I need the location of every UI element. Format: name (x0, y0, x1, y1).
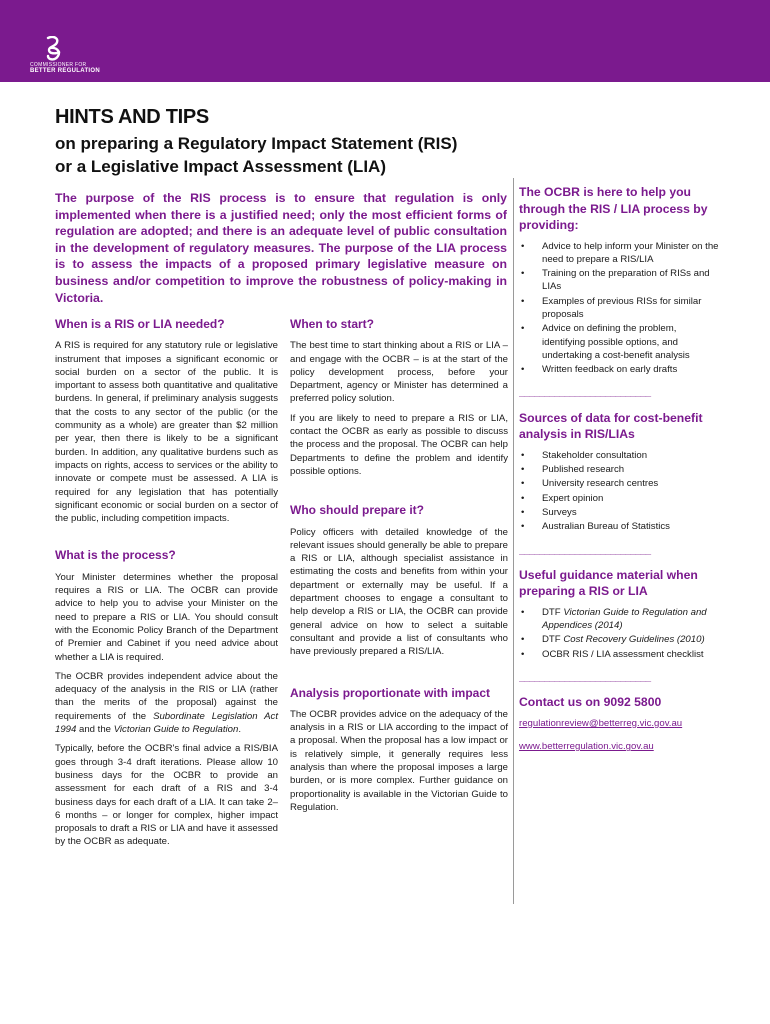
process-paragraph-1: Your Minister determines whether the proposal requires a RIS or LIA. The OCBR can provide advice to help you to advise your Minister on the need to prepare a RIS or LIA. You should consult with the Economic Policy Branch of the Department of Premier and Cabinet if you need advice about whether a LIA is required. (55, 571, 278, 663)
list-item: • University research centres (519, 477, 719, 490)
middle-column (290, 318, 508, 820)
column-divider (513, 178, 514, 904)
process-heading: What is the process? (55, 548, 176, 563)
section-rule: __________________________ (519, 672, 651, 684)
help-heading: The OCBR is here to help you through the RIS / LIA process by providing: (519, 185, 708, 232)
intro-paragraph: The purpose of the RIS process is to ensure that regulation is only implemented when there is a justified need; only the most efficient forms of regulation are adopted; and there is an adequate level of public consultation in the development of regulatory measures. The purpose of the LIA process is to assess the impacts of a proposed primary legislative measure on business and/or competition to improve the robustness of policy-making in Victoria. (55, 191, 507, 305)
list-item: • Stakeholder consultation (519, 449, 719, 462)
subtitle-line-2: or a Legislative Impact Assessment (LIA) (55, 157, 386, 176)
when-start-heading: When to start? (290, 317, 374, 331)
list-item: • Australian Bureau of Statistics (519, 520, 719, 533)
list-item: • Advice to help inform your Minister on the need to prepare a RIS/LIA (519, 240, 719, 267)
list-item: • Training on the preparation of RISs and LIAs (519, 267, 719, 294)
analysis-body: The OCBR provides advice on the adequacy of the analysis in a RIS or LIA according to the impact of a proposal. When the proposal has a low impact or is relatively simple, it generally requires less analysis than where the proposal imposes a large burden, or is more complex. Further guidance on proportionality is available in the Victorian Guide to Regulation. (290, 708, 508, 813)
sources-list (519, 449, 719, 534)
list-item: • Surveys (519, 506, 719, 519)
list-item: • DTF Victorian Guide to Regulation and Appendices (2014) (519, 606, 719, 633)
page-title: HINTS AND TIPS (55, 106, 209, 128)
website-link[interactable]: www.betterregulation.vic.gov.au (519, 741, 654, 753)
list-item: • Examples of previous RISs for similar proposals (519, 295, 719, 322)
when-needed-heading: When is a RIS or LIA needed? (55, 317, 225, 331)
section-rule: __________________________ (519, 387, 651, 399)
contact-heading: Contact us on 9092 5800 (519, 695, 662, 710)
header-banner (0, 0, 770, 82)
when-start-paragraph-2: If you are likely to need to prepare a RIS or LIA, contact the OCBR as early as possible to discuss the process and the proposal. The OCBR can help Departments to define the problem and identify possible options. (290, 412, 508, 477)
sources-heading: Sources of data for cost-benefit analysis in RIS/LIAs (519, 410, 703, 442)
section-rule: __________________________ (519, 544, 651, 556)
list-item: • DTF Cost Recovery Guidelines (2010) (519, 633, 719, 646)
email-link[interactable]: regulationreview@betterreg.vic.gov.au (519, 717, 683, 729)
analysis-heading: Analysis proportionate with impact (290, 685, 491, 700)
who-body: Policy officers with detailed knowledge of the relevant issues should generally be able to prepare a RIS or LIA, although specialist assistance in estimating the costs and benefits from within your department or externally may be useful. If a department chooses to engage a consultant to help develop a RIS or LIA, the OCBR can provide general advice on how to select a suitable consultant and provide a list of consultants who have previously prepared a RIS/LIA. (290, 526, 508, 658)
guidance-heading: Useful guidance material when preparing a RIS or LIA (519, 567, 698, 599)
logo-text (30, 62, 100, 74)
logo-mark-icon (44, 36, 64, 62)
help-list (519, 240, 719, 377)
guidance-list (519, 606, 719, 661)
page-subtitle (55, 132, 575, 178)
logo-line-1: COMMISSIONER FOR (30, 62, 87, 68)
list-item: • Written feedback on early drafts (519, 363, 719, 376)
logo-line-2: BETTER REGULATION (30, 68, 100, 74)
list-item: • OCBR RIS / LIA assessment checklist (519, 648, 719, 661)
subtitle-line-1: on preparing a Regulatory Impact Statement (RIS) (55, 134, 458, 153)
list-item: • Published research (519, 463, 719, 476)
when-start-paragraph-1: The best time to start thinking about a RIS or LIA – and engage with the OCBR – is at the start of the policy development process, before your Department, agency or Minister has determined a preferred policy solution. (290, 340, 508, 405)
left-column (55, 318, 278, 855)
sidebar (519, 184, 719, 763)
list-item: • Expert opinion (519, 492, 719, 505)
who-heading: Who should prepare it? (290, 503, 424, 518)
when-needed-body: A RIS is required for any statutory rule or legislative instrument that imposes a significant economic or social burden on a sector of the public. It is important to assess both quantitative and qualitative burdens. In general, if preliminary analysis suggests that the costs to any sector of the public (or the community as a whole) are greater than $2 million per year, then there is likely to be a significant burden. In addition, any qualitative burdens such as impacts on rights, access to services or the ability to innovate or compete must be assessed. A LIA is required for any legislation that has potentially significant economic or social burden on a sector of the public, including competition impacts. (55, 340, 278, 525)
ocbr-logo[interactable] (30, 36, 100, 80)
process-paragraph-2: The OCBR provides independent advice about the adequacy of the analysis in the RIS or LIA (rather than the merits of the proposal) against the requirements of the Subordinate Legislation Act 1994 and the Victorian Guide to Regulation. (55, 670, 278, 736)
list-item: • Advice on defining the problem, identifying possible options, and undertaking a cost-benefit analysis (519, 322, 719, 362)
process-paragraph-3: Typically, before the OCBR's final advice a RIS/BIA goes through 3-4 draft iterations. Please allow 10 business days for the OCBR to provide an assessment for each draft of a RIS and 3-4 business days for each draft of a LIA. It can take 2–6 months – or longer for complex, higher impact proposals to draft a RIS or LIA and have it assessed by the OCBR as adequate. (55, 743, 278, 848)
